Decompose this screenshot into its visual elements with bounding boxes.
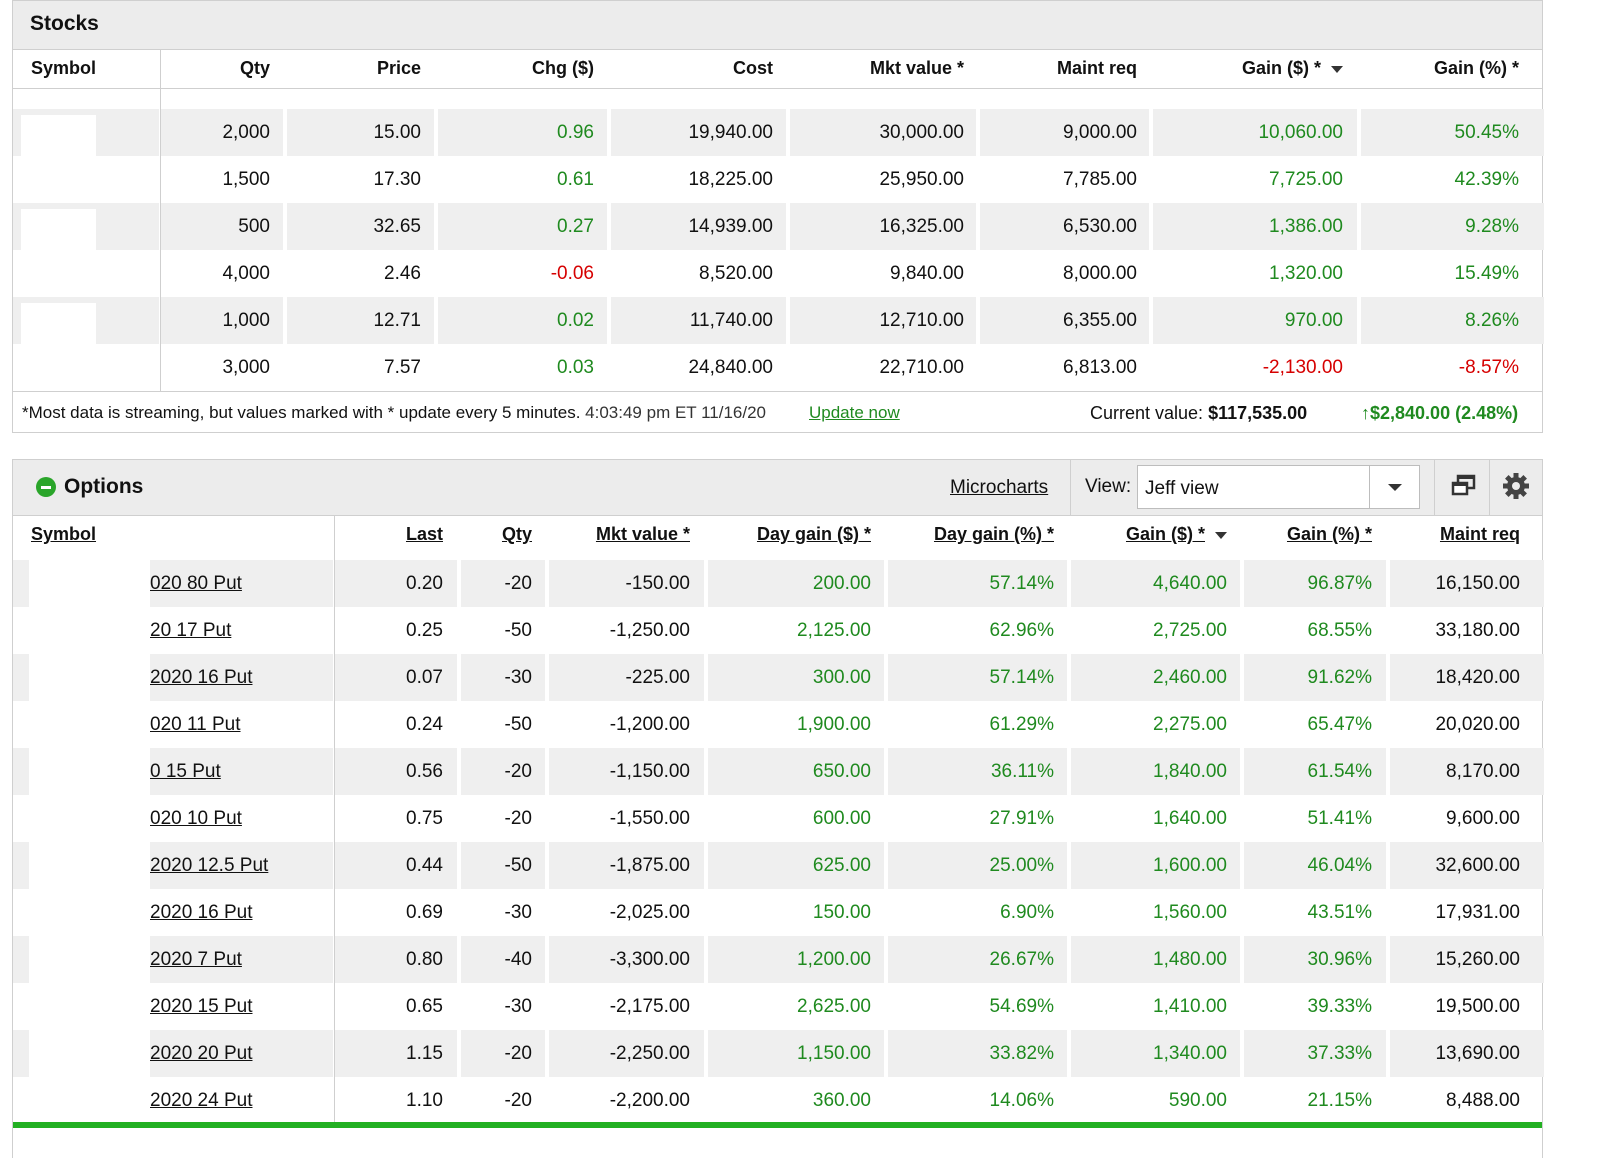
col-cost[interactable]: Cost: [733, 58, 773, 78]
cell-maint-req: 32,600.00: [1435, 855, 1520, 876]
cell-gain-pct: 42.39%: [1454, 169, 1519, 190]
cell-gain-pct: 15.49%: [1454, 263, 1519, 284]
cell-price: 7.57: [384, 357, 421, 378]
cell-qty: 4,000: [222, 263, 270, 284]
cell-mkt-value: -2,175.00: [609, 996, 690, 1017]
microcharts-link[interactable]: Microcharts: [950, 477, 1049, 498]
current-value-amount: $117,535.00: [1208, 403, 1308, 423]
cell-gain-pct: 9.28%: [1465, 216, 1519, 237]
cell-gain-usd: 1,560.00: [1153, 902, 1227, 923]
cell-gain-usd: 2,460.00: [1153, 667, 1227, 688]
cell-maint-req: 6,355.00: [1063, 310, 1137, 331]
sort-desc-icon: [1331, 66, 1343, 73]
redacted-symbol: [21, 344, 96, 391]
cell-gain-pct: 65.47%: [1307, 714, 1372, 735]
redacted-symbol: [29, 983, 150, 1030]
cell-chg: 0.96: [557, 122, 594, 143]
cell-maint-req: 19,500.00: [1435, 996, 1520, 1017]
option-symbol-link[interactable]: 2020 24 Put: [150, 1090, 253, 1111]
cell-mkt-value: -225.00: [625, 667, 690, 688]
cell-mkt-value: 30,000.00: [879, 122, 964, 143]
cell-day-gain-usd: 625.00: [812, 855, 871, 876]
table-row[interactable]: [13, 607, 1542, 654]
cell-last: 0.65: [406, 996, 443, 1017]
col-day-gain-pct[interactable]: Day gain (%) *: [933, 524, 1054, 544]
cell-day-gain-pct: 54.69%: [989, 996, 1054, 1017]
cell-maint-req: 18,420.00: [1435, 667, 1520, 688]
total-change: ↑$2,840.00 (2.48%): [1361, 403, 1519, 423]
cell-gain-pct: 39.33%: [1307, 996, 1372, 1017]
cell-mkt-value: -2,200.00: [609, 1090, 690, 1111]
cell-mkt-value: -1,250.00: [609, 620, 690, 641]
cell-mkt-value: -2,250.00: [609, 1043, 690, 1064]
cell-gain-pct: 37.33%: [1307, 1043, 1372, 1064]
col-gain-pct[interactable]: Gain (%) *: [1433, 58, 1519, 78]
cell-last: 0.07: [406, 667, 443, 688]
table-row[interactable]: [13, 842, 1542, 889]
cell-maint-req: 8,170.00: [1446, 761, 1520, 782]
cell-maint-req: 8,000.00: [1063, 263, 1137, 284]
cell-qty: -20: [504, 761, 532, 782]
cell-maint-req: 16,150.00: [1435, 573, 1520, 594]
cell-price: 17.30: [373, 169, 421, 190]
option-symbol-link[interactable]: 2020 16 Put: [150, 667, 253, 688]
table-row[interactable]: [13, 889, 1542, 936]
options-column-headers: [13, 516, 1542, 560]
stocks-footer: [13, 391, 1542, 434]
view-select[interactable]: [1137, 465, 1420, 509]
cell-day-gain-pct: 14.06%: [989, 1090, 1054, 1111]
cell-gain-usd: 2,725.00: [1153, 620, 1227, 641]
option-symbol-link[interactable]: 2020 15 Put: [150, 996, 253, 1017]
cell-day-gain-pct: 36.11%: [990, 761, 1054, 782]
cell-gain-usd: 2,275.00: [1153, 714, 1227, 735]
cell-last: 0.80: [406, 949, 443, 970]
row-shade: [461, 842, 545, 889]
cell-day-gain-pct: 62.96%: [989, 620, 1054, 641]
table-row[interactable]: [13, 654, 1542, 701]
col-qty[interactable]: Qty: [501, 524, 532, 544]
cell-mkt-value: 9,840.00: [890, 263, 964, 284]
cell-qty: -30: [504, 902, 532, 923]
cell-day-gain-usd: 1,150.00: [797, 1043, 871, 1064]
cell-qty: 1,500: [222, 169, 270, 190]
option-symbol-link[interactable]: 020 10 Put: [150, 808, 242, 829]
redacted-symbol: [29, 936, 150, 983]
cell-mkt-value: -1,875.00: [609, 855, 690, 876]
cell-chg: -0.06: [550, 263, 594, 284]
cell-maint-req: 7,785.00: [1063, 169, 1137, 190]
gear-icon[interactable]: [1501, 471, 1531, 501]
popout-window-icon[interactable]: [1449, 471, 1479, 501]
cell-cost: 11,740.00: [689, 310, 773, 331]
cell-cost: 19,940.00: [688, 122, 773, 143]
cell-chg: 0.61: [557, 169, 594, 190]
stocks-header: [13, 1, 1542, 50]
cell-gain-pct: 96.87%: [1307, 573, 1372, 594]
options-panel: [12, 459, 1543, 1158]
chevron-down-icon[interactable]: [1369, 466, 1419, 508]
table-row[interactable]: [13, 1077, 1542, 1124]
cell-last: 0.75: [406, 808, 443, 829]
table-row[interactable]: [13, 936, 1542, 983]
stocks-title: Stocks: [30, 12, 99, 35]
cell-qty: -20: [504, 1043, 532, 1064]
cell-qty: 500: [238, 216, 270, 237]
cell-gain-pct: 30.96%: [1307, 949, 1372, 970]
cell-qty: -30: [504, 667, 532, 688]
cell-qty: -50: [504, 855, 532, 876]
cell-gain-usd: -2,130.00: [1262, 357, 1343, 378]
cell-price: 15.00: [373, 122, 421, 143]
cell-qty: -50: [504, 620, 532, 641]
col-last[interactable]: Last: [405, 524, 443, 544]
redacted-symbol: [29, 560, 150, 607]
cell-day-gain-pct: 27.91%: [989, 808, 1054, 829]
cell-maint-req: 17,931.00: [1435, 902, 1520, 923]
redacted-symbol: [29, 701, 150, 748]
redacted-symbol: [21, 115, 96, 156]
cell-gain-usd: 7,725.00: [1269, 169, 1343, 190]
cell-gain-pct: 21.15%: [1307, 1090, 1372, 1111]
cell-gain-pct: 68.55%: [1307, 620, 1372, 641]
view-label: View:: [1085, 476, 1132, 497]
cell-mkt-value: -2,025.00: [609, 902, 690, 923]
cell-last: 0.20: [406, 573, 443, 594]
cell-day-gain-pct: 26.67%: [989, 949, 1054, 970]
option-symbol-link[interactable]: 20 17 Put: [150, 620, 232, 641]
table-row[interactable]: [13, 297, 1542, 344]
table-row[interactable]: [13, 250, 1542, 297]
option-symbol-link[interactable]: 0 15 Put: [150, 761, 221, 782]
cell-gain-usd: 590.00: [1168, 1090, 1227, 1111]
cell-day-gain-usd: 1,200.00: [797, 949, 871, 970]
cell-day-gain-usd: 360.00: [812, 1090, 871, 1111]
cell-gain-usd: 1,386.00: [1269, 216, 1343, 237]
cell-qty: 1,000: [222, 310, 270, 331]
cell-maint-req: 33,180.00: [1435, 620, 1520, 641]
cell-maint-req: 15,260.00: [1435, 949, 1520, 970]
cell-cost: 24,840.00: [688, 357, 773, 378]
cell-gain-pct: 91.62%: [1307, 667, 1372, 688]
cell-gain-usd: 970.00: [1284, 310, 1343, 331]
header-divider: [1489, 460, 1490, 516]
option-symbol-link[interactable]: 2020 7 Put: [150, 949, 242, 970]
timestamp: 4:03:49 pm ET 11/16/20: [585, 403, 767, 422]
col-day-gain-usd[interactable]: Day gain ($) *: [756, 524, 871, 544]
cell-cost: 8,520.00: [699, 263, 773, 284]
header-divider: [1434, 460, 1435, 516]
cell-day-gain-usd: 1,900.00: [797, 714, 871, 735]
cell-gain-pct: -8.57%: [1458, 357, 1519, 378]
cell-day-gain-usd: 150.00: [812, 902, 871, 923]
minus-circle-icon[interactable]: [36, 477, 56, 497]
cell-day-gain-usd: 200.00: [812, 573, 871, 594]
cell-qty: 2,000: [222, 122, 270, 143]
redacted-symbol: [29, 654, 150, 701]
row-shade: [461, 654, 545, 701]
col-mkt-value[interactable]: Mkt value *: [869, 58, 964, 78]
table-row[interactable]: [13, 983, 1542, 1030]
cell-gain-pct: 50.45%: [1454, 122, 1519, 143]
cell-last: 0.44: [406, 855, 443, 876]
cell-gain-usd: 1,480.00: [1153, 949, 1227, 970]
sort-desc-icon: [1215, 532, 1227, 539]
table-row[interactable]: [13, 701, 1542, 748]
col-mkt-value[interactable]: Mkt value *: [595, 524, 690, 544]
option-symbol-link[interactable]: 2020 16 Put: [150, 902, 253, 923]
cell-gain-pct: 61.54%: [1307, 761, 1372, 782]
cell-qty: -50: [504, 714, 532, 735]
cell-price: 32.65: [373, 216, 421, 237]
redacted-symbol: [29, 607, 150, 654]
cell-mkt-value: 16,325.00: [879, 216, 964, 237]
cell-gain-pct: 46.04%: [1307, 855, 1372, 876]
cell-maint-req: 6,813.00: [1063, 357, 1137, 378]
cell-chg: 0.03: [557, 357, 594, 378]
col-symbol[interactable]: Symbol: [31, 58, 97, 78]
stocks-column-headers: [13, 50, 1542, 89]
cell-maint-req: 9,600.00: [1446, 808, 1520, 829]
cell-day-gain-pct: 57.14%: [989, 573, 1054, 594]
cell-last: 0.56: [406, 761, 443, 782]
table-row[interactable]: [13, 203, 1542, 250]
header-divider: [1070, 460, 1071, 516]
cell-gain-usd: 1,340.00: [1153, 1043, 1227, 1064]
update-now-link[interactable]: Update now: [809, 403, 900, 422]
redacted-symbol: [29, 748, 150, 795]
cell-gain-usd: 1,320.00: [1269, 263, 1343, 284]
cell-day-gain-usd: 600.00: [812, 808, 871, 829]
cell-maint-req: 20,020.00: [1435, 714, 1520, 735]
table-row[interactable]: [13, 1030, 1542, 1077]
option-symbol-link[interactable]: 020 80 Put: [150, 573, 242, 594]
redacted-symbol: [21, 250, 96, 297]
cell-mkt-value: -3,300.00: [609, 949, 690, 970]
table-row[interactable]: [13, 156, 1542, 203]
col-gain-pct[interactable]: Gain (%) *: [1286, 524, 1372, 544]
row-shade: [461, 748, 545, 795]
redacted-symbol: [29, 889, 150, 936]
table-row[interactable]: [13, 344, 1542, 391]
cell-chg: 0.02: [557, 310, 594, 331]
col-chg[interactable]: Chg ($): [532, 58, 594, 78]
view-select-value: Jeff view: [1145, 478, 1219, 499]
cell-gain-pct: 8.26%: [1465, 310, 1519, 331]
cell-maint-req: 8,488.00: [1446, 1090, 1520, 1111]
cell-mkt-value: -1,200.00: [609, 714, 690, 735]
cell-cost: 14,939.00: [688, 216, 773, 237]
cell-price: 2.46: [384, 263, 421, 284]
cell-price: 12.71: [373, 310, 421, 331]
redacted-symbol: [21, 209, 96, 250]
cell-gain-usd: 1,640.00: [1153, 808, 1227, 829]
cell-gain-usd: 1,410.00: [1153, 996, 1227, 1017]
row-shade: [461, 560, 545, 607]
cell-day-gain-usd: 2,625.00: [797, 996, 871, 1017]
accent-bar: [13, 1122, 1542, 1128]
cell-last: 1.15: [406, 1043, 443, 1064]
row-shade: [461, 1030, 545, 1077]
cell-last: 1.10: [406, 1090, 443, 1111]
option-symbol-link[interactable]: 2020 12.5 Put: [150, 855, 269, 876]
col-maint-req[interactable]: Maint req: [1439, 524, 1520, 544]
redacted-symbol: [21, 156, 96, 203]
cell-cost: 18,225.00: [688, 169, 773, 190]
table-row[interactable]: [13, 560, 1542, 607]
col-maint-req[interactable]: Maint req: [1056, 58, 1137, 78]
cell-gain-pct: 43.51%: [1307, 902, 1372, 923]
cell-mkt-value: -1,150.00: [609, 761, 690, 782]
cell-mkt-value: -1,550.00: [609, 808, 690, 829]
table-row[interactable]: [13, 748, 1542, 795]
cell-maint-req: 6,530.00: [1063, 216, 1137, 237]
cell-day-gain-pct: 6.90%: [1000, 902, 1054, 923]
cell-day-gain-pct: 57.14%: [989, 667, 1054, 688]
option-symbol-link[interactable]: 020 11 Put: [150, 714, 241, 735]
stocks-panel: [12, 0, 1543, 433]
col-symbol[interactable]: Symbol: [31, 524, 97, 544]
table-row[interactable]: [13, 795, 1542, 842]
redacted-symbol: [29, 795, 150, 842]
cell-qty: 3,000: [222, 357, 270, 378]
options-header: [13, 460, 1542, 516]
cell-last: 0.69: [406, 902, 443, 923]
cell-gain-usd: 10,060.00: [1258, 122, 1343, 143]
cell-last: 0.24: [406, 714, 443, 735]
cell-maint-req: 13,690.00: [1435, 1043, 1520, 1064]
cell-qty: -20: [504, 573, 532, 594]
cell-mkt-value: -150.00: [625, 573, 690, 594]
cell-qty: -20: [504, 808, 532, 829]
cell-day-gain-pct: 33.82%: [989, 1043, 1054, 1064]
cell-day-gain-usd: 650.00: [812, 761, 871, 782]
col-gain-usd[interactable]: Gain ($) *: [1126, 524, 1227, 545]
cell-day-gain-pct: 25.00%: [989, 855, 1054, 876]
redacted-symbol: [21, 303, 96, 344]
cell-gain-usd: 1,840.00: [1153, 761, 1227, 782]
options-title: Options: [64, 475, 144, 498]
table-row[interactable]: [13, 109, 1542, 156]
arrow-up-icon: ↑: [1361, 403, 1370, 423]
cell-qty: -30: [504, 996, 532, 1017]
cell-qty: -20: [504, 1090, 532, 1111]
cell-last: 0.25: [406, 620, 443, 641]
cell-mkt-value: 12,710.00: [879, 310, 964, 331]
redacted-symbol: [29, 1030, 150, 1077]
redacted-symbol: [29, 1077, 150, 1124]
cell-qty: -40: [504, 949, 532, 970]
cell-gain-usd: 4,640.00: [1153, 573, 1227, 594]
col-price[interactable]: Price: [376, 58, 421, 78]
cell-mkt-value: 25,950.00: [879, 169, 964, 190]
cell-gain-pct: 51.41%: [1307, 808, 1372, 829]
cell-day-gain-pct: 61.29%: [989, 714, 1054, 735]
redacted-symbol: [29, 842, 150, 889]
col-gain-usd[interactable]: Gain ($) *: [1242, 58, 1343, 79]
streaming-note: *Most data is streaming, but values marked with * update every 5 minutes. 4:03:49 pm ET 11/16/20: [22, 403, 767, 422]
col-qty[interactable]: Qty: [239, 58, 270, 78]
cell-mkt-value: 22,710.00: [879, 357, 964, 378]
current-value: Current value: $117,535.00: [1090, 403, 1308, 423]
cell-day-gain-usd: 2,125.00: [797, 620, 871, 641]
cell-day-gain-usd: 300.00: [812, 667, 871, 688]
option-symbol-link[interactable]: 2020 20 Put: [150, 1043, 253, 1064]
cell-maint-req: 9,000.00: [1063, 122, 1137, 143]
cell-gain-usd: 1,600.00: [1153, 855, 1227, 876]
cell-chg: 0.27: [557, 216, 594, 237]
row-shade: [461, 936, 545, 983]
